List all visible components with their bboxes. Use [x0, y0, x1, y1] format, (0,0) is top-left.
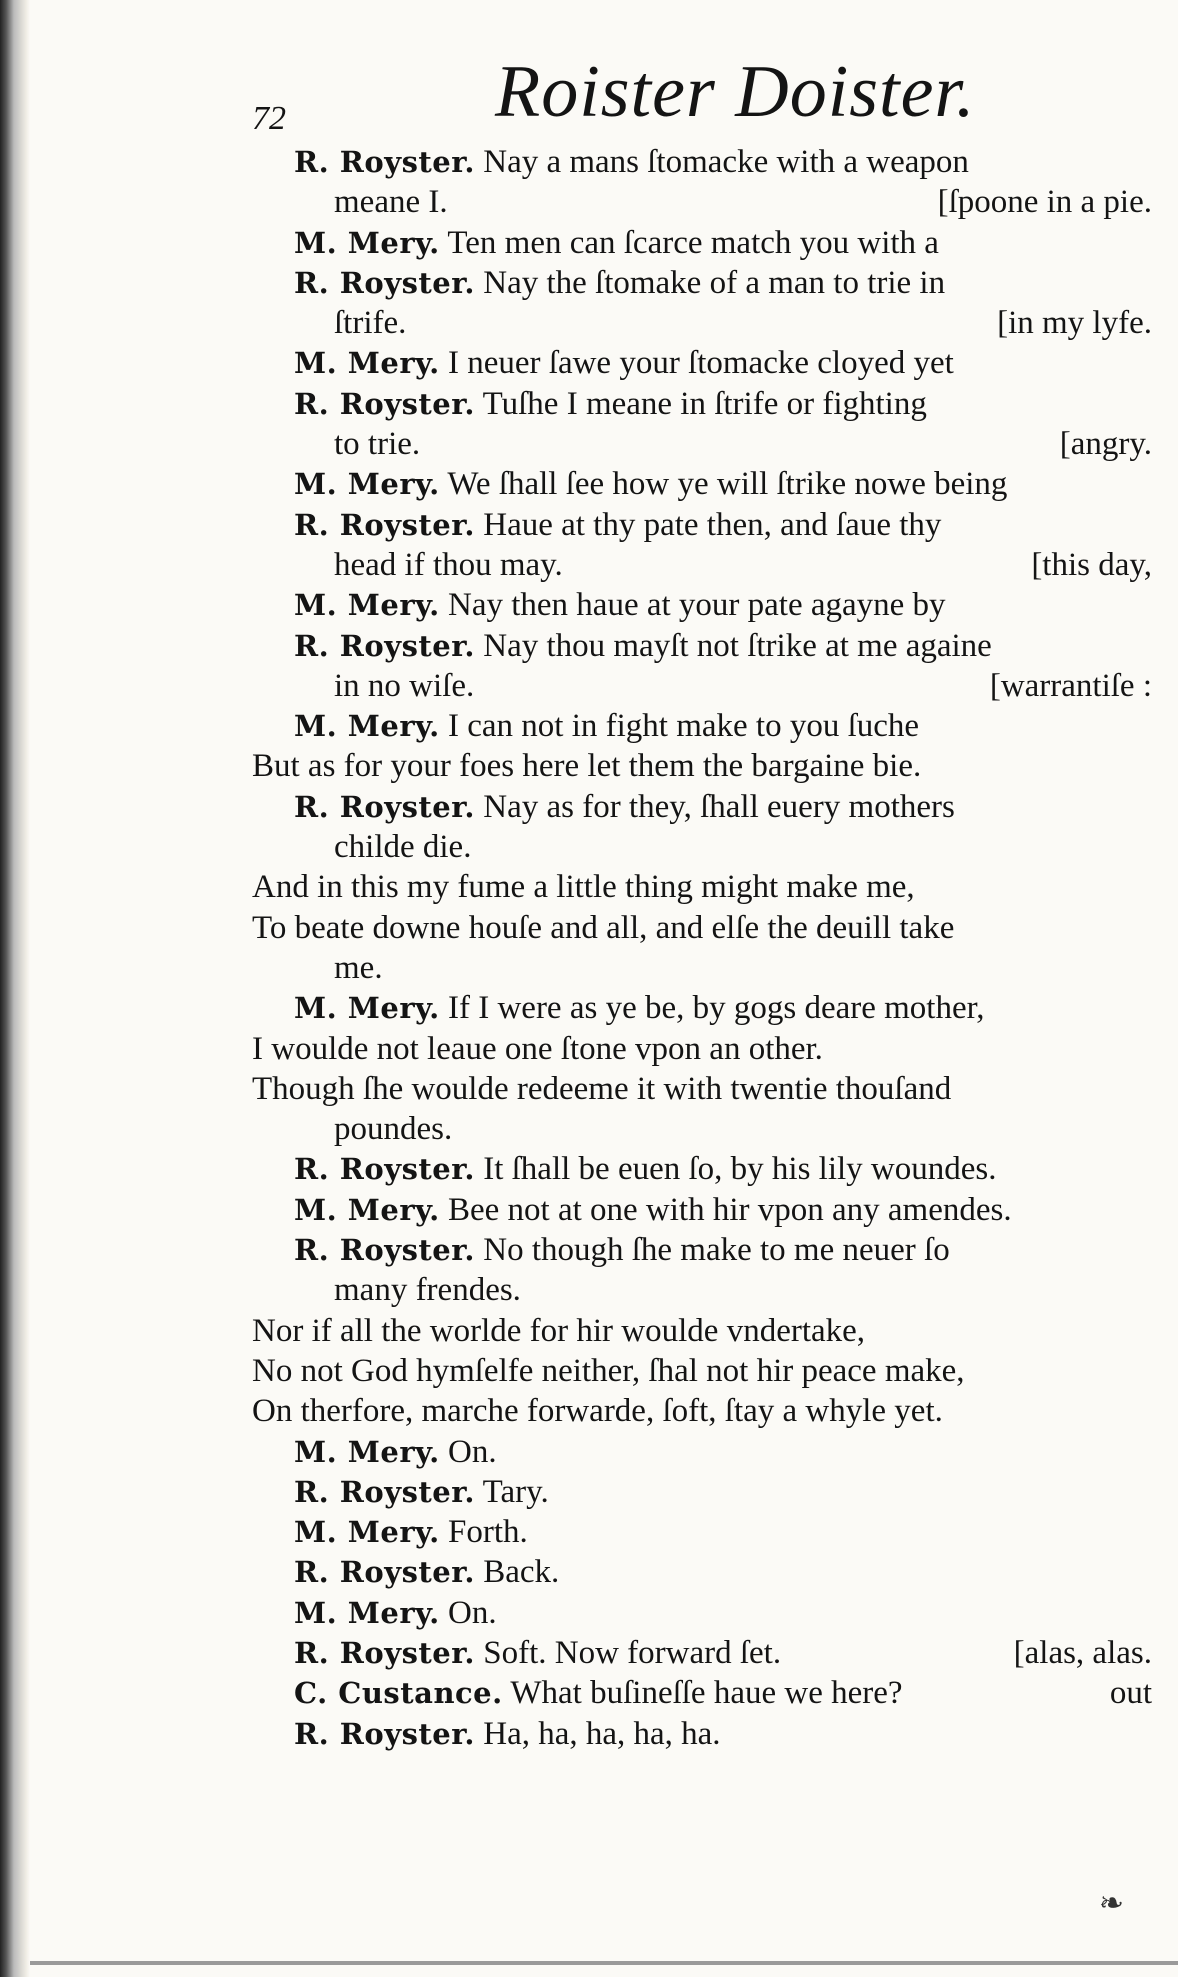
stage-fragment: [in my lyfe.	[997, 305, 1152, 342]
speaker-label: M. Mery.	[294, 1515, 440, 1550]
line-text: Haue at thy pate then, and ſaue thy	[474, 506, 942, 543]
book-binding-edge	[0, 0, 30, 1977]
line-text: meane I.	[334, 184, 448, 221]
speaker-label: M. Mery.	[294, 588, 440, 623]
stage-fragment: [alas, alas.	[1013, 1634, 1152, 1671]
dialogue-line	[252, 1029, 1152, 1069]
printer-mark-icon: ❧	[1098, 1887, 1124, 1920]
line-text: Forth.	[439, 1514, 528, 1551]
speaker-label: R. Royster.	[294, 145, 475, 179]
dialogue-line	[252, 1109, 1152, 1149]
speaker-label: C. Custance.	[294, 1676, 503, 1711]
dialogue-line	[252, 1432, 1152, 1472]
speaker-label: R. Royster.	[294, 265, 475, 300]
line-text: If I were as ye be, by gogs deare mother,	[439, 990, 985, 1027]
dialogue-line	[252, 1190, 1152, 1230]
line-text: childe die.	[334, 829, 472, 866]
dialogue-line	[252, 1714, 1152, 1754]
dialogue-line	[252, 908, 1152, 948]
line-text: many frendes.	[334, 1272, 521, 1309]
dialogue-line	[252, 988, 1152, 1028]
dialogue-line	[252, 1391, 1152, 1431]
dialogue-line	[252, 1673, 1152, 1713]
dialogue-line	[252, 867, 1152, 907]
line-text: We ſhall ſee how ye will ſtrike nowe being	[439, 466, 1008, 503]
dialogue-line	[252, 1472, 1152, 1512]
dialogue-line	[252, 424, 1152, 464]
page-header	[0, 50, 1178, 140]
dialogue-line	[252, 505, 1152, 545]
dialogue-line	[252, 746, 1152, 786]
line-text: Bee not at one with hir vpon any amendes.	[439, 1191, 1012, 1228]
page-bottom-edge	[30, 1961, 1178, 1965]
dialogue-line	[252, 464, 1152, 504]
speaker-label: R. Royster.	[294, 1716, 475, 1751]
line-text: On.	[439, 1594, 497, 1631]
dialogue-line	[252, 827, 1152, 867]
page-number: 72	[252, 100, 286, 137]
line-text: Ten men can ſcarce match you with a	[439, 224, 939, 261]
dialogue-line	[252, 1230, 1152, 1270]
dialogue-line	[252, 142, 1152, 182]
line-text: Though ſhe woulde redeeme it with twentie thouſand	[252, 1070, 952, 1107]
line-text: What buſineſſe haue we here?	[502, 1675, 903, 1712]
dialogue-line	[252, 1149, 1152, 1189]
speaker-label: R. Royster.	[294, 628, 475, 663]
dialogue-line	[252, 626, 1152, 666]
dialogue-line	[252, 1069, 1152, 1109]
line-text: Nay then haue at your pate agayne by	[439, 587, 946, 624]
speaker-label: R. Royster.	[294, 1474, 475, 1509]
dialogue-line	[252, 787, 1152, 827]
line-text: Tuſhe I meane in ſtrife or fighting	[474, 385, 927, 422]
line-text: And in this my fume a little thing might make me,	[252, 869, 915, 906]
stage-fragment: [warrantiſe :	[989, 667, 1152, 704]
dialogue-line	[252, 706, 1152, 746]
dialogue-line	[252, 223, 1152, 263]
dialogue-line	[252, 263, 1152, 303]
line-text: ſtrife.	[334, 305, 407, 342]
running-title: Roister Doister.	[495, 51, 976, 133]
dialogue-line	[252, 1552, 1152, 1592]
dialogue-line	[252, 1593, 1152, 1633]
dialogue-line	[252, 303, 1152, 343]
dialogue-line	[252, 948, 1152, 988]
line-text: in no wiſe.	[334, 667, 475, 704]
dialogue-line	[252, 343, 1152, 383]
play-text	[252, 142, 1152, 1754]
speaker-label: M. Mery.	[294, 1434, 440, 1469]
line-text: head if thou may.	[334, 546, 563, 583]
line-text: me.	[334, 949, 383, 986]
line-text: Nor if all the worlde for hir woulde vndertake,	[252, 1312, 866, 1349]
speaker-label: M. Mery.	[294, 346, 440, 381]
speaker-label: R. Royster.	[294, 1152, 475, 1187]
dialogue-line	[252, 1311, 1152, 1351]
line-text: I woulde not leaue one ſtone vpon an other.	[252, 1030, 823, 1067]
speaker-label: M. Mery.	[294, 1192, 440, 1227]
line-text: To beate downe houſe and all, and elſe the deuill take	[252, 909, 955, 946]
line-text: to trie.	[334, 426, 421, 463]
line-text: Nay a mans ſtomacke with a weapon	[474, 144, 969, 180]
line-text: Ha, ha, ha, ha, ha.	[474, 1715, 721, 1752]
speaker-label: R. Royster.	[294, 386, 475, 421]
line-text: On.	[439, 1433, 497, 1470]
dialogue-line	[252, 384, 1152, 424]
speaker-label: M. Mery.	[294, 1595, 440, 1630]
line-text: I neuer ſawe your ſtomacke cloyed yet	[439, 345, 954, 382]
speaker-label: R. Royster.	[294, 1555, 475, 1590]
speaker-label: M. Mery.	[294, 467, 440, 502]
line-text: Nay thou mayſt not ſtrike at me againe	[474, 627, 992, 664]
speaker-label: M. Mery.	[294, 709, 440, 744]
stage-fragment: [angry.	[1059, 426, 1152, 463]
line-text: On therfore, marche forwarde, ſoft, ſtay a whyle yet.	[252, 1393, 943, 1430]
speaker-label: R. Royster.	[294, 1233, 475, 1268]
dialogue-line	[252, 1270, 1152, 1310]
dialogue-line	[252, 666, 1152, 706]
line-text: Back.	[474, 1554, 560, 1591]
speaker-label: R. Royster.	[294, 1635, 475, 1670]
speaker-label: M. Mery.	[294, 991, 440, 1026]
speaker-label: R. Royster.	[294, 507, 475, 542]
line-text: Nay the ſtomake of a man to trie in	[474, 264, 946, 301]
line-text: Tary.	[474, 1473, 549, 1510]
dialogue-line	[252, 182, 1152, 222]
dialogue-line	[252, 1351, 1152, 1391]
stage-fragment: [ſpoone in a pie.	[937, 184, 1152, 221]
speaker-label: R. Royster.	[294, 789, 475, 824]
line-text: Soft. Now forward ſet.	[474, 1634, 782, 1671]
speaker-label: M. Mery.	[294, 225, 440, 260]
dialogue-line	[252, 545, 1152, 585]
dialogue-line	[252, 1512, 1152, 1552]
stage-fragment: [this day,	[1031, 546, 1152, 583]
stage-fragment: out	[1109, 1675, 1152, 1712]
line-text: No though ſhe make to me neuer ſo	[474, 1232, 950, 1269]
line-text: It ſhall be euen ſo, by his lily woundes.	[474, 1151, 997, 1188]
line-text: Nay as for they, ſhall euery mothers	[474, 788, 955, 825]
line-text: No not God hymſelfe neither, ſhal not hir peace make,	[252, 1352, 965, 1389]
dialogue-line	[252, 585, 1152, 625]
line-text: I can not in fight make to you ſuche	[439, 708, 920, 745]
line-text: poundes.	[334, 1111, 453, 1148]
dialogue-line	[252, 1633, 1152, 1673]
line-text: But as for your foes here let them the bargaine bie.	[252, 748, 922, 785]
